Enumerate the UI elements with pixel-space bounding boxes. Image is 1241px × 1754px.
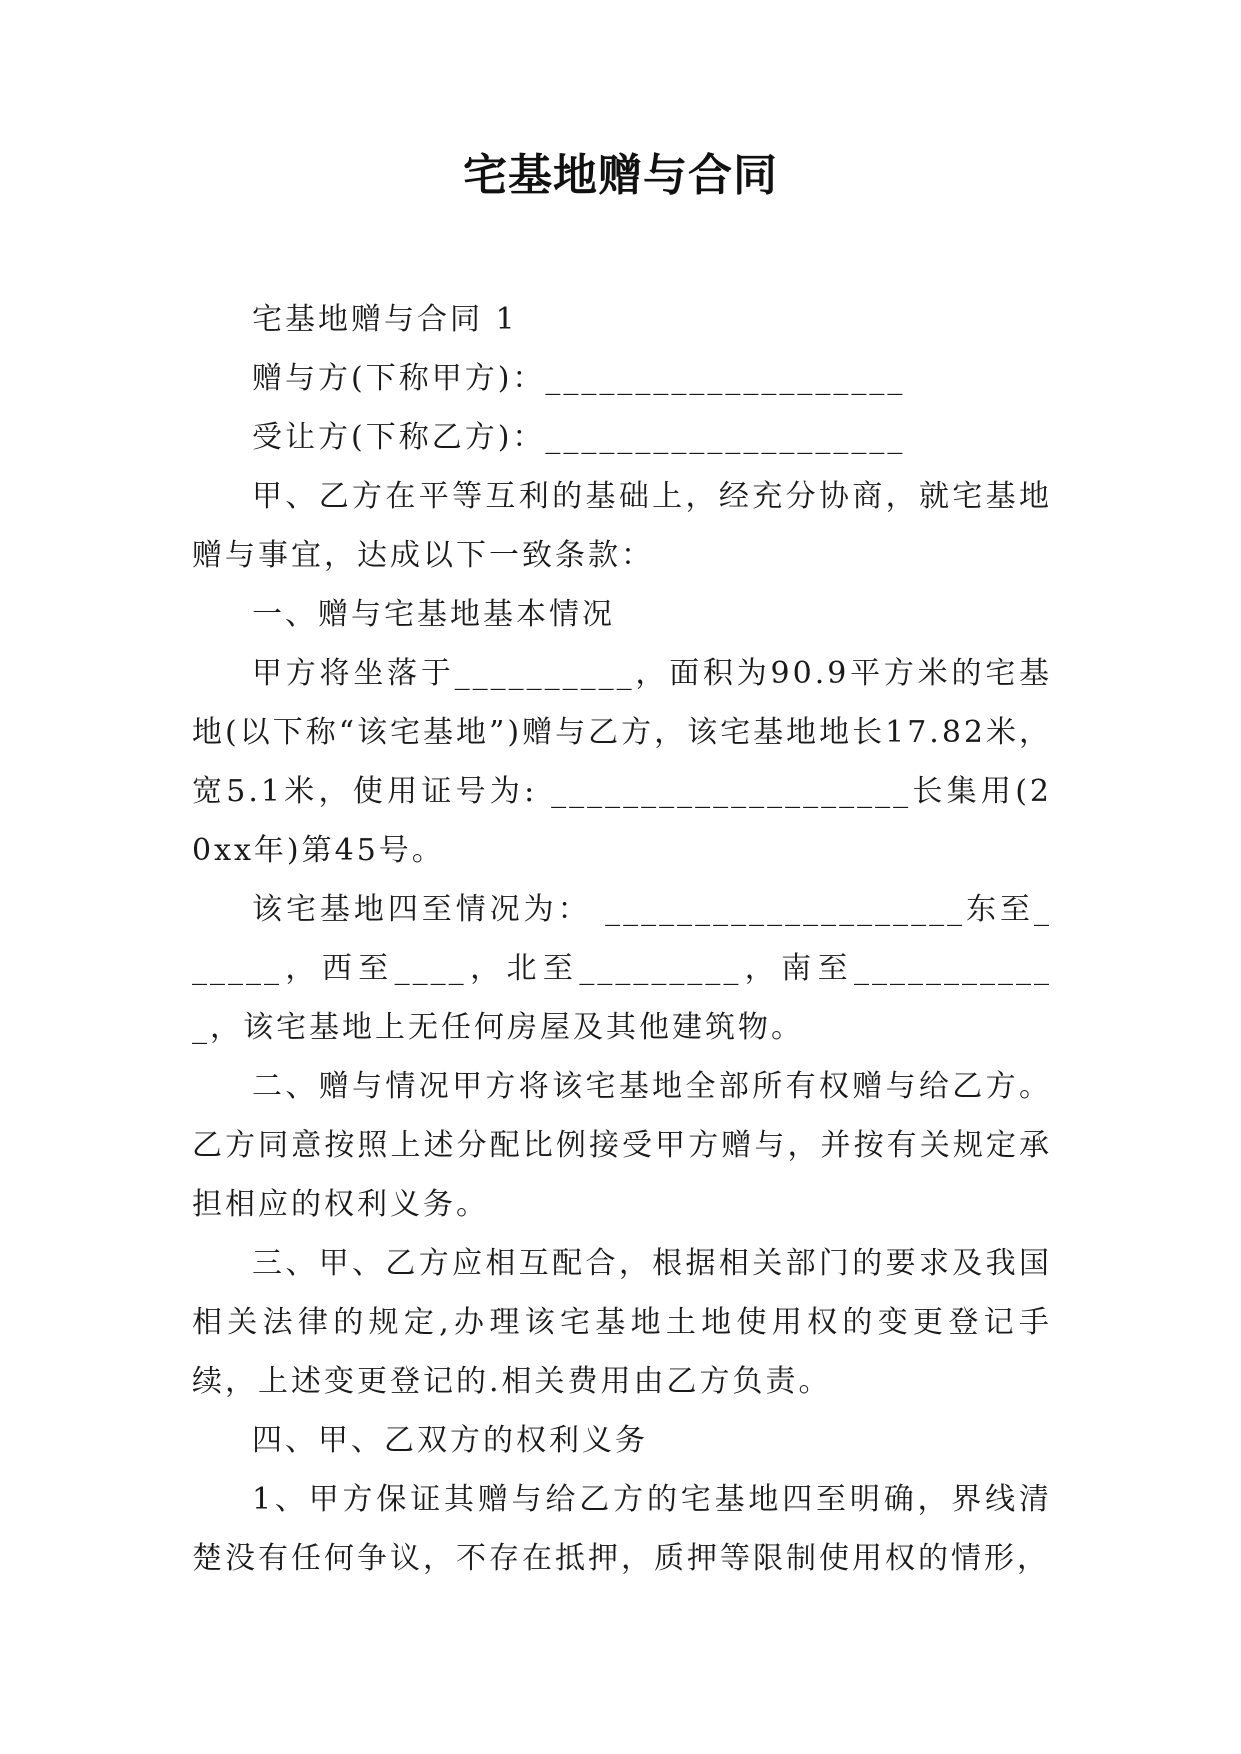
clause-4-1-paragraph: 1、甲方保证其赠与给乙方的宅基地四至明确，界线清楚没有任何争议，不存在抵押，质押等限制使用权的情形，: [192, 1482, 1052, 1576]
document-title: 宅基地赠与合同: [463, 150, 778, 201]
preamble-paragraph: 甲、乙方在平等互利的基础上，经充分协商，就宅基地赠与事宜，达成以下一致条款：: [192, 479, 1052, 573]
land-description-paragraph: 甲方将坐落于__________，面积为90.9平方米的宅基地(以下称“该宅基地”)赠与乙方，该宅基地地长17.82米，宽5.1米，使用证号为: ____________________长集用(20xx年)第45号。: [192, 656, 1052, 868]
donor-line: 赠与方(下称甲方)：____________________: [252, 361, 906, 396]
section-2-paragraph: 二、赠与情况甲方将该宅基地全部所有权赠与给乙方。乙方同意按照上述分配比例接受甲方赠与，并按有关规定承担相应的权利义务。: [192, 1069, 1052, 1222]
recipient-line: 受让方(下称乙方)：____________________: [252, 420, 906, 455]
section-4-heading: 四、甲、乙双方的权利义务: [252, 1423, 648, 1458]
document-body: [192, 290, 1052, 1588]
contract-subtitle: 宅基地赠与合同 1: [252, 302, 518, 337]
section-1-heading: 一、赠与宅基地基本情况: [252, 597, 615, 632]
section-3-paragraph: 三、甲、乙方应相互配合，根据相关部门的要求及我国相关法律的规定,办理该宅基地土地使用权的变更登记手续，上述变更登记的.相关费用由乙方负责。: [192, 1246, 1052, 1399]
boundaries-paragraph: 该宅基地四至情况为： ____________________东至______，西至____，北至_________，南至____________，该宅基地上无任何房屋及其他建筑物。: [192, 892, 1052, 1045]
